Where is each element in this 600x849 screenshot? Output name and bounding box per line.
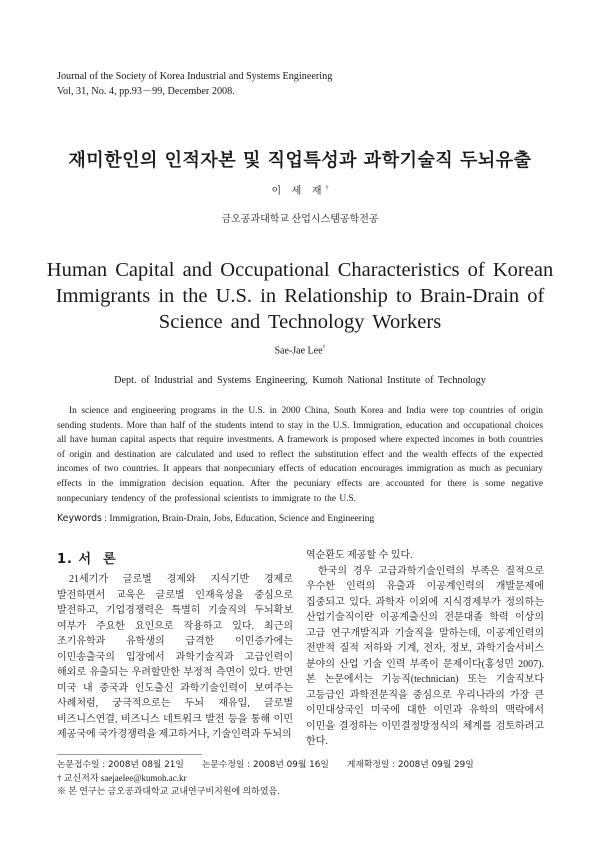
keywords-label: Keywords (57, 513, 102, 524)
dagger-mark: † (57, 773, 62, 783)
funding-text: 본 연구는 금오공과대학교 교내연구비지원에 의하였음. (68, 786, 280, 796)
english-author (0, 345, 600, 356)
corresponding-author-note (57, 772, 547, 785)
keywords (57, 513, 374, 524)
english-title: Human Capital and Occupational Characteristics of Korean Immigrants in the U.S. in Relationship to Brain-Drain of Science and Technology Workers (46, 259, 554, 333)
received-date: 논문접수일 : 2008년 08월 21일 (57, 760, 184, 770)
english-affiliation: Dept. of Industrial and Systems Engineering, Kumoh National Institute of Technology (114, 375, 486, 386)
korean-author (0, 182, 600, 197)
body-paragraph: 역순환도 제공할 수 있다. (306, 550, 413, 561)
funding-note (57, 785, 547, 798)
section-heading: 1. 서 론 (57, 552, 117, 567)
english-author-name: Sae-Jae Lee (274, 345, 323, 357)
footnote-divider (57, 754, 202, 755)
journal-info (57, 69, 332, 99)
author-email[interactable]: saejaelee@kumoh.ac.kr (100, 773, 187, 783)
body-paragraph: 한국의 경우 고급과학기술인력의 부족은 질적으로 우수한 인력의 유출과 이공계인력의 개발문제에 집중되고 있다. 과학자 이외에 지식경제부가 정의하는 산업기술직이란 이공계출신의 전문대졸 학력 이상의 고급 연구개발직과 기술직을 말하는데, 이공계인력의 전반적 질적 저하와 기계, 전자, 정보, 과학기술서비스 분야의 산업 기술 인력 부족이 문제이다(홍성민 2007). 본 논문에서는 기능직(technician) 또는 기술직보다 고등급인 과학전문직을 중심으로 우리나라의 가장 큰 이민대상국인 미국에 대한 이민과 유학의 맥락에서 이민을 결정하는 이민결정방정식의 체계를 검토하려고 한다. (306, 565, 544, 747)
corresponding-mark: † (322, 345, 326, 351)
dates-line (57, 759, 547, 772)
corresponding-mark: † (325, 185, 329, 192)
footnotes (57, 759, 547, 798)
corresponding-label: 교신저자 (63, 773, 99, 783)
body-paragraph: 21세기가 글로벌 경제와 지식기반 경제로 발전하면서 교육은 글로벌 인재육성을 중심으로 발전하고, 기업경쟁력은 특별히 기술직의 두뇌확보 여부가 주요한 요인으로 작용하고 있다. 최근의 조기유학과 유학생의 급격한 이민증가에는 이민송출국의 입장에서 과학기술직과 고급인력이 해외로 유출되는 우려할만한 부정적 측면이 있다. 반면 미국 내 중국과 인도출신 과학기술인력이 보여주는 사례처럼, 궁극적으로는 두뇌 재유입, 글로벌 비즈니스연결, 비즈니스 네트워크 발전 등을 통해 이민 제공국에 국가경쟁력을 제고하거나, 기술인력과 두뇌의 (57, 574, 293, 740)
korean-title: 재미한인의 인적자본 및 직업특성과 과학기술직 두뇌유출 (68, 150, 532, 171)
revised-date: 논문수정일 : 2008년 09월 16일 (201, 760, 329, 770)
journal-name: Journal of the Society of Korea Industrial and Systems Engineering (57, 71, 333, 82)
korean-author-name: 이 세 재 (271, 186, 326, 197)
keywords-value: Immigration, Brain-Drain, Jobs, Education, Science and Engineering (109, 513, 375, 524)
keywords-separator: : (101, 513, 110, 524)
body-column-left (57, 572, 293, 743)
body-column-right (306, 548, 544, 750)
accepted-date: 게재확정일 : 2008년 09월 29일 (346, 760, 474, 770)
journal-volume: Vol, 31, No. 4, pp.93－99, December 2008. (57, 86, 235, 97)
abstract: In science and engineering programs in the U.S. in 2000 China, South Korea and India were top countries of origin sending students. More than half of the students intend to stay in the U.S. Immigration, education and occupational choices all have human capital aspects that require investments. A framework is proposed where expected incomes in both countries of origin and destination are calculated and used to reflect the substitution effect and the wealth effects of the expected incomes of two countries. It appears that nonpecuniary effects of education encourages immigration as much as pecuniary effects in the immigration decision equation. After the pecuniary effects are accounted for there is some negative nonpecuniary tendency of the professional scientists to immigrate to the U.S. (57, 406, 543, 504)
reference-mark: ※ (57, 786, 67, 796)
korean-affiliation: 금오공과대학교 산업시스템공학전공 (221, 214, 379, 225)
